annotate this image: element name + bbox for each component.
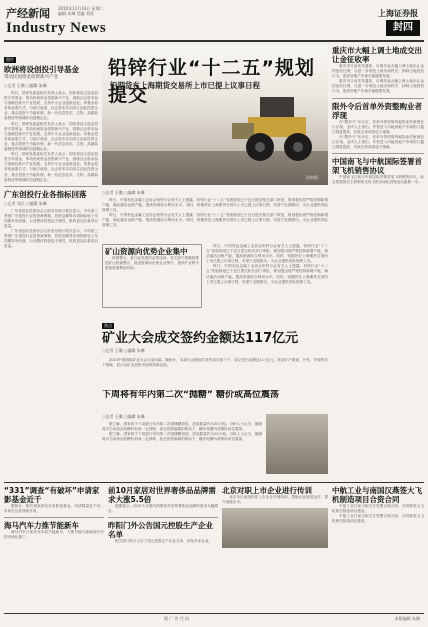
article-title: 海马汽车力推节能新车	[4, 521, 79, 531]
bottom-column-2	[108, 486, 218, 610]
editor-credit: 编辑 朱琳 美编 刘奕	[58, 11, 94, 16]
article-body-continued: 据了解，国家将于下周进行年内第二次国储糖投放，投放数量约为20万吨。分析人士认为，抛储将对当前高企的糖价形成一定抑制，但在供需偏紧的格局下，糖价短期内或维持高位震荡。	[102, 432, 262, 442]
footer-editor: 本版编辑 朱琳	[394, 616, 420, 621]
article-body: 昨日，中国有色金属工业协会铅锌分会有关人士透露，铅锌行业“十二五”发展规划已于近日提交相关部门审批，规划提出将严格控制新增产能，淘汰落后冶炼产能，提高资源综合利用水平。同时，铅期货在上海期货交易所上市已提上议事日程，有望于近期推出，为企业提供风险管理工具。	[102, 198, 328, 213]
article-byline: ○记者 王璐 ○编辑 朱琳	[102, 348, 145, 353]
article-body: 据了解，国家将于下周进行年内第二次国储糖投放，投放数量约为20万吨。分析人士认为，抛储将对当前高企的糖价形成一定抑制，但在供需偏紧的格局下，糖价短期内或维持高位震荡。	[102, 422, 262, 432]
divider	[332, 98, 424, 99]
article-photo	[222, 508, 328, 548]
divider	[332, 153, 424, 154]
bottom-column-1	[4, 486, 104, 610]
article-title: 矿业大会成交签约金额达117亿元	[102, 331, 299, 346]
article-body: 广东省创业投资协会日前发布统计报告显示，今年前三季度广东创投行业投资案例数、投资金额等各项指标较上年同期有所回落，行业整体投资趋于理性，机构更加注重项目质量。	[4, 208, 98, 228]
lead-subheadline: 铅期货在上海期货交易所上市已提上议事日程	[110, 81, 260, 90]
article-body: 重庆市日前发布通知，自明年起大幅上调土地出让金的征收比例，以进一步规范土地市场秩序，抑制土地投机行为，促进房地产市场平稳健康发展。	[332, 64, 424, 79]
article-body: 相关部门昨日公告了国元控股生产企业名单，涉及多家企业。	[115, 539, 213, 544]
article-title: 前10月家居对世界奢侈品品牌需求大涨5.5倍	[108, 486, 216, 504]
article-body: 中航工业日前与相关方签署合资合同，共同推进大飞机相关制造项目建设。	[332, 504, 424, 514]
article-title: 广东创投行业各指标回落	[4, 189, 87, 199]
mining-conference-story	[102, 312, 328, 358]
sugar-story-title	[102, 390, 328, 412]
article-body: 数据显示，前10个月国内消费者对世界奢侈品品牌的需求大幅增长。	[108, 504, 218, 514]
mining-conference-body	[102, 358, 328, 388]
article-body: 海马汽车日前发布多款节能新车，力推节能与新能源汽车的市场化推广。	[4, 530, 104, 540]
article-title: 昨阳门外公告国元控股生产企业名单	[108, 521, 213, 540]
article-body-continued: 在“限外令”出台后，首单外资收购内地物业的案例近日浮现。业内人士指出，外资进入内地房地产市场的门槛已明显提高，后续交易或将趋于谨慎。	[332, 134, 424, 150]
article-byline: ○记者 王璐 ○编辑 朱琳	[102, 414, 145, 419]
article-body-continued: 昨日，中国有色金属工业协会铅锌分会有关人士透露，铅锌行业“十二五”发展规划已于近日提交相关部门审批，规划提出将严格控制新增产能，淘汰落后冶炼产能，提高资源综合利用水平。同时，铅期货在上海期货交易所上市已提上议事日程，有望于近期推出，为企业提供风险管理工具。	[102, 213, 328, 228]
article-body: 北京市日前组织拟上市企业开展培训，帮助企业规范运作、提升治理水平。	[222, 495, 328, 505]
article-body: 据统计，相关调查涉及多家影视基金，申请数量近千份，市场关注度持续升高。	[4, 504, 104, 514]
article-title: 北京对职上市企业进行传训	[222, 486, 312, 495]
article-body-continued: 昨日，国家发改委相关负责人表示，国家将设立创业投资引导基金，带动民间资金投资新兴产业，鼓励社会资本参与战略性新兴产业发展，支持中小企业创新创业。该基金将采取参股方式，与地方政府、社会资本共同设立创业投资企业，重点投资于节能环保、新一代信息技术、生物、高端装备制造等领域的初创期企业。	[4, 121, 98, 152]
article-body: 2010中国国际矿业大会日前闭幕。据统计，本届大会期间共签约项目数十个，成交签约金额达117亿元，涉及矿产勘查、开发、并购等多个领域，显示出矿业投资市场的持续活跃。	[102, 358, 328, 368]
article-title: 欧洲将设创投引导基金	[4, 65, 79, 74]
article-body-continued: 重庆市日前发布通知，自明年起大幅上调土地出让金的征收比例，以进一步规范土地市场秩序，抑制土地投机行为，促进房地产市场平稳健康发展。	[332, 79, 424, 94]
article-body: 中国南飞日前与中航国际签署首架飞机销售协议，标志着我国自主研制的支线飞机市场化进程迈出重要一步。	[332, 175, 424, 185]
article-title: 下周将有年内第二次“抛糖” 糖价或高位震荡	[102, 390, 279, 400]
page-number-badge: 封四	[386, 20, 420, 36]
section-title-cn: 产经新闻	[6, 7, 50, 20]
right-column	[332, 46, 424, 416]
article-title: 重庆市大幅上调土地成交出让金征收率	[332, 46, 422, 64]
sidebar-body: 资源整合，是行业发展的必然选择。有关部门将继续推进矿山资源整合，促进资源向优势企业集中，提高产业集中度和资源利用效率。	[105, 256, 199, 271]
sugar-story-body	[102, 412, 262, 476]
page-footer	[4, 613, 424, 623]
divider	[4, 186, 98, 187]
section-tag: 图片	[6, 57, 14, 62]
bottom-column-4	[332, 486, 424, 610]
bottom-column-3	[222, 486, 328, 610]
article-body-continued: 广东省创业投资协会日前发布统计报告显示，今年前三季度广东创投行业投资案例数、投资金额等各项指标较上年同期有所回落，行业整体投资趋于理性，机构更加注重项目质量。	[4, 229, 98, 249]
story-column	[206, 244, 328, 308]
article-title: 限外令后首单外资整购业者浮现	[332, 101, 422, 120]
sidebar-title: 矿山资源向优势企业集中	[105, 247, 188, 256]
article-byline: ○记者 王璐 ○编辑 朱琳	[102, 190, 145, 195]
article-body-continued: 昨日，中国有色金属工业协会铅锌分会有关人士透露，铅锌行业“十二五”发展规划已于近日提交相关部门审批，规划提出将严格控制新增产能，淘汰落后冶炼产能，提高资源综合利用水平。同时，铅期货在上海期货交易所上市已提上议事日程，有望于近期推出，为企业提供风险管理工具。	[206, 244, 328, 264]
sugar-photo	[266, 414, 328, 474]
article-title: 中国南飞与中航国际签署首架飞机销售协议	[332, 157, 422, 176]
divider	[4, 517, 104, 518]
sidebar-box	[102, 244, 202, 308]
masthead	[4, 4, 424, 42]
hero-photo	[102, 45, 328, 185]
left-column	[4, 46, 98, 416]
article-body-continued: 昨日，国家发改委相关负责人表示，国家将设立创业投资引导基金，带动民间资金投资新兴产业，鼓励社会资本参与战略性新兴产业发展，支持中小企业创新创业。该基金将采取参股方式，与地方政府、社会资本共同设立创业投资企业，重点投资于节能环保、新一代信息技术、生物、高端装备制造等领域的初创期企业。	[4, 152, 98, 182]
article-byline: ○记者 王璐 ○编辑 朱琳	[4, 83, 47, 88]
article-body-continued: 中航工业日前与相关方签署合资合同，共同推进大飞机相关制造项目建设。	[332, 514, 424, 524]
article-body: 昨日，国家发改委相关负责人表示，国家将设立创业投资引导基金，带动民间资金投资新兴产业，鼓励社会资本参与战略性新兴产业发展，支持中小企业创新创业。该基金将采取参股方式，与地方政府、社会资本共同设立创业投资企业，重点投资于节能环保、新一代信息技术、生物、高端装备制造等领域的初创期企业。	[4, 91, 98, 121]
newspaper-name: 上海证券报	[378, 9, 418, 18]
photo-caption: 资料图	[306, 175, 318, 180]
divider	[108, 517, 218, 518]
article-body-continued: 昨日，中国有色金属工业协会铅锌分会有关人士透露，铅锌行业“十二五”发展规划已于近日提交相关部门审批，规划提出将严格控制新增产能，淘汰落后冶炼产能，提高资源综合利用水平。同时，铅期货在上海期货交易所上市已提上议事日程，有望于近期推出，为企业提供风险管理工具。	[206, 264, 328, 284]
lead-headline: 铅锌行业“十二五”规划提交	[108, 57, 315, 106]
section-title-en: Industry News	[6, 20, 107, 36]
section-tag: 焦点	[104, 323, 112, 328]
article-title: 中航工业与南国汉燕签大飞机制造项目合资合同	[332, 486, 422, 504]
bottom-rule	[4, 482, 424, 483]
article-subtitle: 带动民间资金投资新兴产业	[4, 75, 58, 80]
ad-code-label: 版 广 告 代 码	[164, 616, 190, 621]
article-byline: ○记者 刘兵 ○编辑 朱琳	[4, 200, 47, 206]
article-title: “331”调查“有破坏”申请家影基金近千	[4, 486, 100, 504]
date-line	[58, 6, 104, 16]
lead-story-body	[102, 188, 328, 240]
issue-date: 2010年11月16日 星期二	[58, 6, 104, 11]
article-body: 在“限外令”出台后，首单外资收购内地物业的案例近日浮现。业内人士指出，外资进入内地房地产市场的门槛已明显提高，后续交易或将趋于谨慎。	[332, 119, 424, 134]
